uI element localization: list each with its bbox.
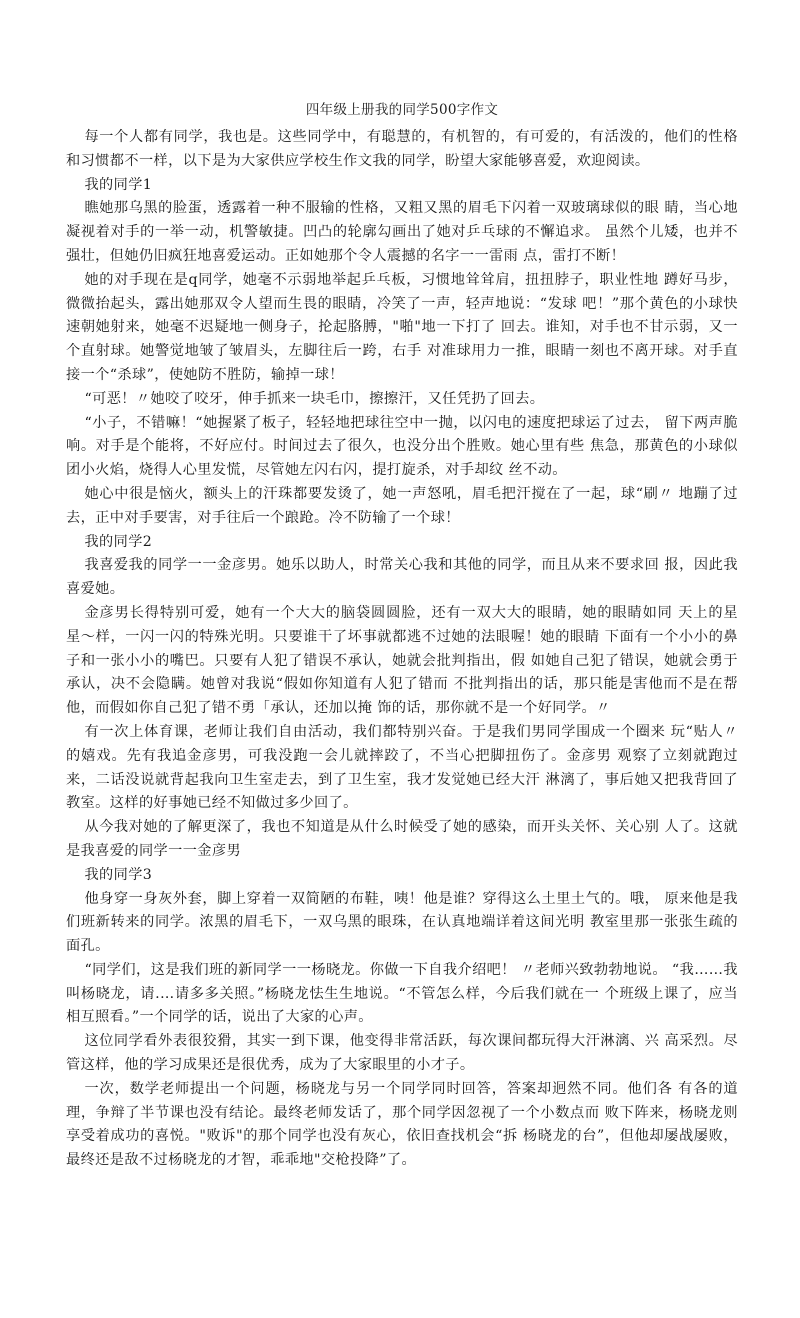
paragraph: 这位同学看外表很狡猾，其实一到下课，他变得非常活跃，每次课间都玩得大汗淋漓、兴 高采烈。尽管这样，他的学习成果还是很优秀，成为了大家眼里的小才子。	[66, 1033, 738, 1074]
paragraph: 我喜爱我的同学一一金彦男。她乐以助人，时常关心我和其他的同学，而且从来不要求回 报，因此我喜爱她。	[66, 557, 738, 598]
section-heading-1: 我的同学1	[84, 176, 153, 193]
paragraph: 金彦男长得特别可爱，她有一个大大的脑袋圆圆脸，还有一双大大的眼睛，她的眼睛如同 天上的星星〜样，一闪一闪的特殊光明。只要谁干了坏事就都逃不过她的法眼喔！她的眼睛 下面有一个小小的鼻子和一张小小的嘴巴。只要有人犯了错误不承认，她就会批判指出，假 如她自己犯了错误，她就会勇于承认，决不会隐瞒。她曾对我说“假如你知道有人犯了错而 不批判指出的话，那只能是害他而不是在帮他，而假如你自己犯了错不勇「承认，还加以掩 饰的话，那你就不是一个好同学。〃	[66, 604, 738, 717]
section-heading-2: 我的同学2	[84, 533, 153, 550]
paragraph: 她心中很是恼火，额头上的汗珠都要发烫了，她一声怒吼，眉毛把汗搅在了一起，球“刷〃 地蹦了过去，正中对手要害，对手往后一个踉跄。冷不防输了一个球！	[66, 485, 738, 526]
paragraph: 从今我对她的了解更深了，我也不知道是从什么时候受了她的感染，而开头关怀、关心别 人了。这就是我喜爱的同学一一金彦男	[66, 819, 738, 859]
document-title: 四年级上册我的同学500字作文	[305, 102, 499, 118]
paragraph: 她的对手现在是q同学，她毫不示弱地举起乒乓板，习惯地耸耸肩，扭扭脖子，职业性地 蹲好马步，微微抬起头，露出她那双令人望而生畏的眼睛，冷笑了一声，轻声地说：“发球 吧！”那个黄色的小球快速朝她射来，她毫不迟疑地一侧身子，抡起胳膊，"啪"地一下打了 回去。谁知，对手也不甘示弱，又一个直射球。她警觉地皱了皱眉头，左脚往后一跨，右手 对准球用力一推，眼睛一刻也不离开球。对手直接一个“杀球”，使她防不胜防，输掉一球！	[66, 271, 738, 383]
paragraph: 瞧她那乌黑的脸蛋，透露着一种不服输的性格，又粗又黑的眉毛下闪着一双玻璃球似的眼 睛，当心地凝视着对手的一举一动，机警敏捷。凹凸的轮廓勾画出了她对乒乓球的不懈追求。 虽然个儿矮，也并不强壮，但她仍旧疯狂地喜爱运动。正如她那个令人震撼的名字一一雷雨 点，雷打不断！	[66, 200, 738, 264]
paragraph: “同学们，这是我们班的新同学一一杨晓龙。你做一下自我介绍吧！ 〃老师兴致勃勃地说。 “我……我叫杨晓龙，请.…请多多关照。”杨晓龙怯生生地说。“不管怎么样，今后我们就在一 个班级上课了，应当相互照看。”一个同学的话，说出了大家的心声。	[66, 961, 738, 1026]
paragraph: “小子，不错嘛！“她握紧了板子，轻轻地把球往空中一抛，以闪电的速度把球运了过去， 留下两声脆响。对手是个能将，不好应付。时间过去了很久，也没分出个胜败。她心里有些 焦急，那黄色的小球似团小火焰，烧得人心里发慌，尽管她左闪右闪，提打旋杀，对手却纹 丝不动。	[66, 414, 738, 479]
intro-paragraph: 每一个人都有同学，我也是。这些同学中，有聪慧的，有机智的，有可爱的，有活泼的，他们的性格和习惯都不一样，以下是为大家供应学校生作文我的同学，盼望大家能够喜爱，欢迎阅读。	[66, 129, 738, 169]
paragraph: “可恶！〃她咬了咬牙，伸手抓来一块毛巾，擦擦汗，又任凭扔了回去。	[84, 390, 545, 407]
document-page	[66, 100, 738, 1173]
paragraph: 一次，数学老师提出一个问题，杨晓龙与另一个同学同时回答，答案却迥然不同。他们各 有各的道理，争辩了半节课也没有结论。最终老师发话了，那个同学因忽视了一个小数点而 败下阵来，杨晓龙则享受着成功的喜悦。"败诉"的那个同学也没有灰心，依旧查找机会“拆 杨晓龙的台”，但他却屡战屡败，最终还是敌不过杨晓龙的才智，乖乖地"交枪投降”了。	[66, 1080, 738, 1169]
paragraph: 他身穿一身灰外套，脚上穿着一双简陋的布鞋，咦！他是谁？穿得这么土里土气的。哦， 原来他是我们班新转来的同学。浓黑的眉毛下，一双乌黑的眼珠，在认真地端详着这间光明 教室里那一张张生疏的面孔。	[66, 890, 738, 955]
section-heading-3: 我的同学3	[84, 866, 153, 883]
paragraph: 有一次上体育课，老师让我们自由活动，我们都特别兴奋。于是我们男同学围成一个圈来 玩“贴人〃的嬉戏。先有我追金彦男，可我没跑一会儿就摔跤了，不当心把脚扭伤了。金彦男 观察了立刻就跑过来，二话没说就背起我向卫生室走去，到了卫生室，我才发觉她已经大汗 淋漓了，事后她又把我背回了教室。这样的好事她已经不知做过多少回了。	[66, 723, 738, 812]
